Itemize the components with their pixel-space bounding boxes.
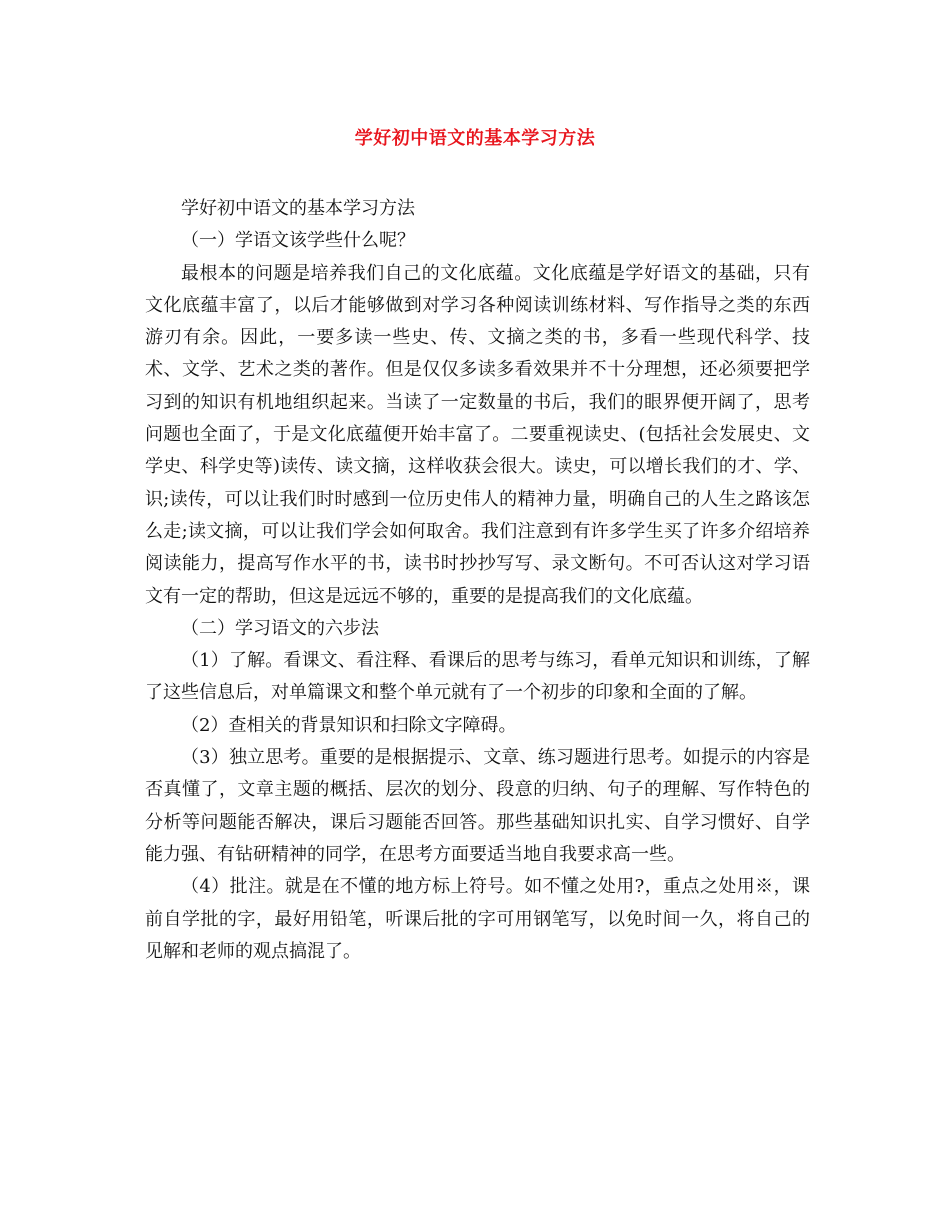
step-3-paragraph: （3）独立思考。重要的是根据提示、文章、练习题进行思考。如提示的内容是否真懂了，文章主题的概括、层次的划分、段意的归纳、句子的理解、写作特色的分析等问题能否解决，课后习题能否回答。那些基础知识扎实、自学习惯好、自学能力强、有钻研精神的同学，在思考方面要适当地自我要求高一些。 (145, 747, 810, 865)
document-title: 学好初中语文的基本学习方法 (354, 128, 596, 149)
step-1-paragraph: （1）了解。看课文、看注释、看课后的思考与练习，看单元知识和训练，了解了这些信息后，对单篇课文和整个单元就有了一个初步的印象和全面的了解。 (145, 650, 810, 704)
document-body (145, 193, 810, 968)
step-2-paragraph: （2）查相关的背景知识和扫除文字障碍。 (181, 714, 517, 736)
section-heading-1: （一）学语文该学些什么呢？ (181, 230, 415, 252)
body-heading: 学好初中语文的基本学习方法 (181, 198, 415, 219)
step-4-paragraph: （4）批注。就是在不懂的地方标上符号。如不懂之处用?，重点之处用※，课前自学批的字，最好用铅笔，听课后批的字可用钢笔写，以免时间一久，将自己的见解和老师的观点搞混了。 (145, 876, 810, 962)
paragraph: 最根本的问题是培养我们自己的文化底蕴。文化底蕴是学好语文的基础，只有文化底蕴丰富了，以后才能够做到对学习各种阅读训练材料、写作指导之类的东西游刃有余。因此，一要多读一些史、传、文摘之类的书，多看一些现代科学、技术、文学、艺术之类的著作。但是仅仅多读多看效果并不十分理想，还必须要把学习到的知识有机地组织起来。当读了一定数量的书后，我们的眼界便开阔了，思考问题也全面了，于是文化底蕴便开始丰富了。二要重视读史、(包括社会发展史、文学史、科学史等)读传、读文摘，这样收获会很大。读史，可以增长我们的才、学、识;读传，可以让我们时时感到一位历史伟人的精神力量，明确自己的人生之路该怎么走;读文摘，可以让我们学会如何取舍。我们注意到有许多学生买了许多介绍培养阅读能力，提高写作水平的书，读书时抄抄写写、录文断句。不可否认这对学习语文有一定的帮助，但这是远远不够的，重要的是提高我们的文化底蕴。 (145, 262, 810, 607)
section-heading-2: （二）学习语文的六步法 (181, 617, 379, 639)
